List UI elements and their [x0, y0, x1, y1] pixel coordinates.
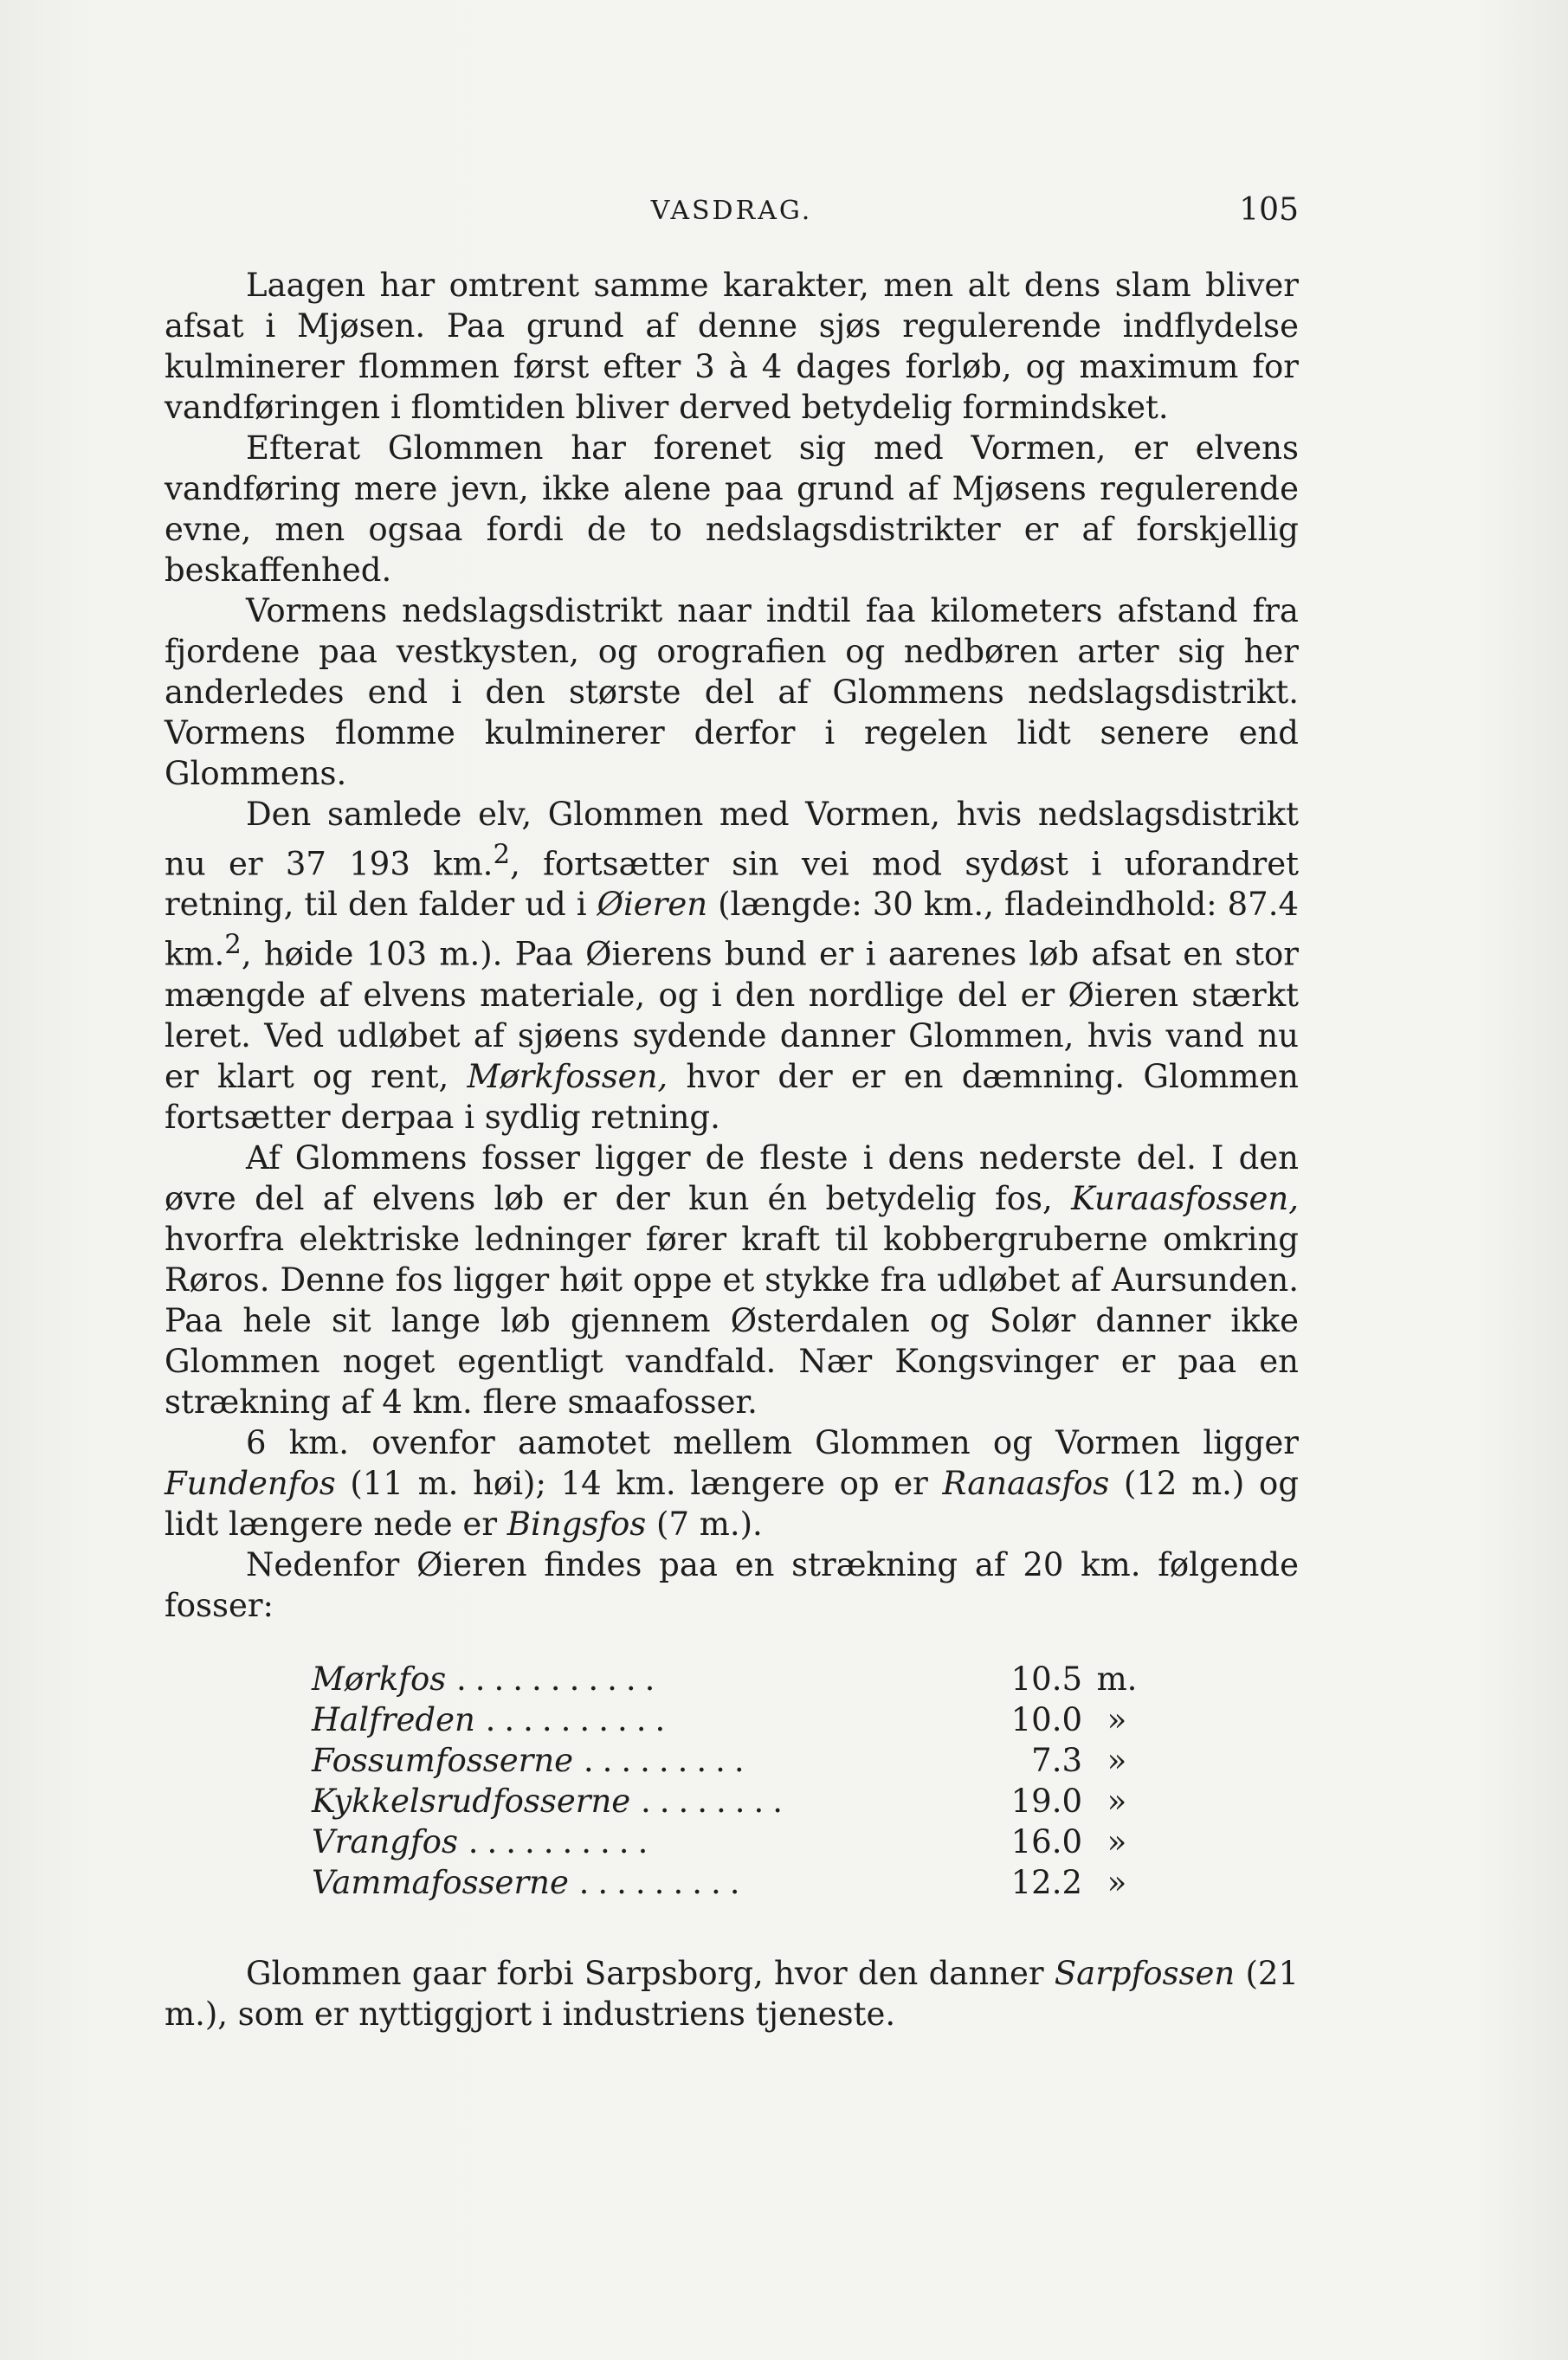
leader-dots: ...........	[456, 1660, 664, 1698]
italic-place-name: Mørkfossen,	[467, 1057, 668, 1095]
fos-unit: »	[1107, 1782, 1127, 1820]
text-run: (11 m. høi); 14 km. længere op er	[335, 1464, 943, 1502]
paragraph-laagen: Laagen har omtrent samme karakter, men alt dens slam bliver afsat i Mjøsen. Paa grund af denne sjøs regulerende indflydelse kulminerer flommen først efter 3 à 4 dages forløb, og maximum for vandføringen i flomtiden bliver derved betydelig formindsket.	[165, 267, 1299, 426]
fos-unit: »	[1107, 1741, 1127, 1779]
table-row	[312, 1740, 1152, 1781]
table-row	[312, 1659, 1152, 1699]
fos-name: Vrangfos	[312, 1822, 458, 1860]
italic-place-name: Fundenfos	[165, 1464, 336, 1502]
table-row	[312, 1699, 1152, 1740]
fos-height: 12.2	[1010, 1863, 1082, 1901]
fos-name: Vammafosserne	[312, 1863, 569, 1901]
fos-name-cell	[312, 1781, 978, 1822]
fos-name-cell	[312, 1862, 978, 1903]
text-run: (12 m.) og lidt længere nede er	[165, 1464, 1299, 1543]
italic-place-name: Bingsfos	[507, 1505, 647, 1543]
fos-height: 7.3	[1031, 1741, 1082, 1779]
paragraph-den-samlede	[165, 794, 1299, 1138]
fos-name: Kykkelsrudfosserne	[312, 1782, 631, 1820]
text-run: Af Glommens fosser ligger de fleste i dens nederste del. I den øvre del af elvens løb er der kun én betydelig fos,	[165, 1138, 1299, 1217]
fos-unit: »	[1107, 1700, 1127, 1738]
table-row	[312, 1822, 1152, 1862]
body-text	[165, 265, 1299, 2034]
text-run: (21 m.), som er nyttiggjort i industriens tjeneste.	[165, 1954, 1299, 2033]
fos-unit: m.	[1096, 1660, 1138, 1698]
text-run: , høide 103 m.). Paa Øierens bund er i aarenes løb afsat en stor mængde af elvens materiale, og i den nordlige del er Øieren stærkt leret. Ved udløbet af sjøens sydende danner Glommen, hvis vand nu er klart og rent,	[165, 935, 1299, 1095]
fos-name: Fossumfosserne	[312, 1741, 574, 1779]
table-row	[312, 1862, 1152, 1903]
superscript: 2	[224, 929, 242, 961]
table-row	[312, 1781, 1152, 1822]
leader-dots: ..........	[485, 1700, 674, 1738]
italic-place-name: Øieren	[597, 886, 708, 924]
fos-name-cell	[312, 1699, 978, 1740]
italic-place-name: Ranaasfos	[942, 1464, 1110, 1502]
fos-height: 19.0	[1010, 1782, 1082, 1820]
fos-height: 16.0	[1010, 1822, 1082, 1860]
fos-unit: »	[1107, 1822, 1127, 1860]
page-header	[165, 192, 1299, 235]
text-run: (længde: 30 km., fladeindhold: 87.4 km.	[165, 886, 1300, 973]
paragraph-sarpsborg	[165, 1953, 1299, 2034]
fos-name-cell	[312, 1659, 978, 1699]
fos-height: 10.5	[1010, 1660, 1082, 1698]
fos-height: 10.0	[1010, 1700, 1082, 1738]
paragraph-efterat: Efterat Glommen har forenet sig med Vormen, er elvens vandføring mere jevn, ikke alene paa grund af Mjøsens regulerende evne, men ogsaa fordi de to nedslagsdistrikter er af forskjellig beskaffenhed.	[165, 429, 1299, 589]
text-run: (7 m.).	[646, 1505, 763, 1543]
superscript: 2	[493, 839, 511, 870]
fos-name: Halfreden	[312, 1700, 475, 1738]
italic-place-name: Sarpfossen	[1054, 1954, 1236, 1992]
paragraph-af-glommens	[165, 1138, 1299, 1422]
running-head: VASDRAG.	[650, 196, 813, 226]
text-run: hvor der er en dæmning. Glommen fortsætter derpaa i sydlig retning.	[165, 1057, 1299, 1136]
italic-place-name: Kuraasfossen,	[1071, 1179, 1299, 1217]
leader-dots: ..........	[468, 1822, 657, 1860]
page-number: 105	[1239, 192, 1299, 228]
text-run: Glommen gaar forbi Sarpsborg, hvor den danner	[246, 1954, 1055, 1992]
leader-dots: ........	[640, 1782, 792, 1820]
text-run: Den samlede elv, Glommen med Vormen, hvis nedslagsdistrikt nu er 37 193 km.	[165, 796, 1299, 883]
leader-dots: .........	[583, 1741, 753, 1779]
fosser-table	[312, 1659, 1152, 1903]
fos-name-cell	[312, 1822, 978, 1862]
text-run: , fortsætter sin vei mod sydøst i uforandret retning, til den falder ud i	[165, 845, 1299, 924]
text-run: 6 km. ovenfor aamotet mellem Glommen og Vormen ligger	[246, 1423, 1299, 1461]
paragraph-vormens: Vormens nedslagsdistrikt naar indtil faa kilometers afstand fra fjordene paa vestkysten, og orografien og nedbøren arter sig her anderledes end i den største del af Glommens nedslagsdistrikt. Vormens flomme kulminerer derfor i regelen lidt senere end Glommens.	[165, 592, 1299, 792]
text-run: hvorfra elektriske ledninger fører kraft til kobbergruberne omkring Røros. Denne fos ligger høit oppe et stykke fra udløbet af Aursunden. Paa hele sit lange løb gjennem Østerdalen og Solør danner ikke Glommen noget egentligt vandfald. Nær Kongsvinger er paa en strækning af 4 km. flere smaafosser.	[165, 1220, 1299, 1421]
fos-name: Mørkfos	[312, 1660, 447, 1698]
paragraph-nedenfor: Nedenfor Øieren findes paa en strækning af 20 km. følgende fosser:	[165, 1545, 1299, 1624]
leader-dots: .........	[578, 1863, 749, 1901]
paragraph-6-km	[165, 1422, 1299, 1544]
fos-unit: »	[1107, 1863, 1127, 1901]
fos-name-cell	[312, 1740, 978, 1781]
